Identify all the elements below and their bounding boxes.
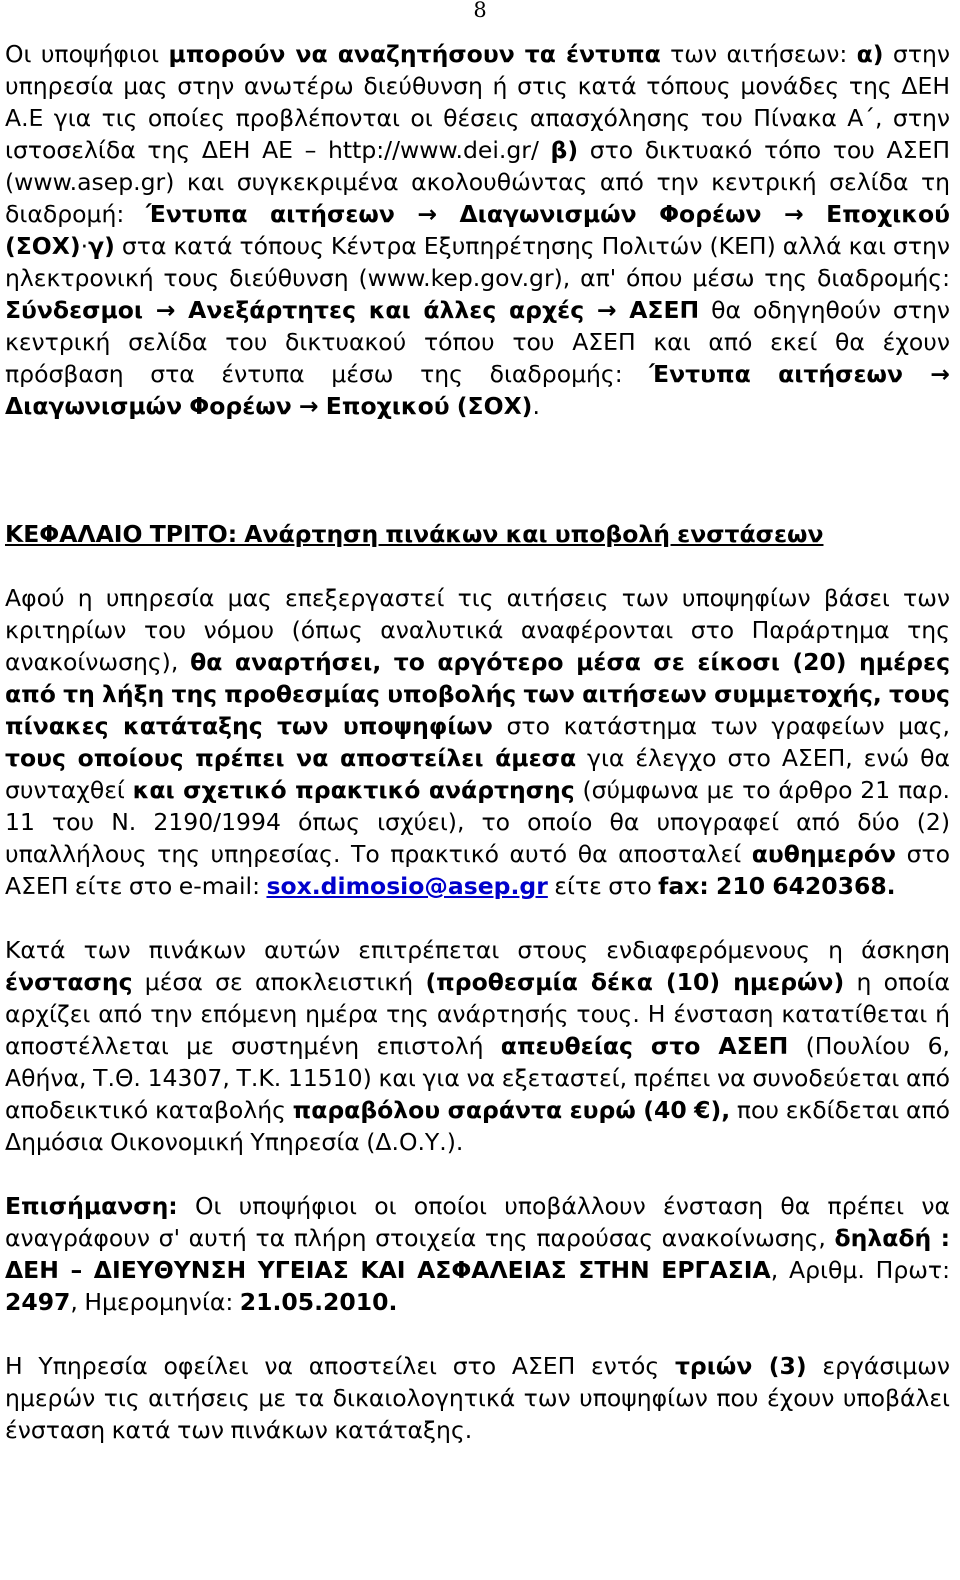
paragraph-objections <box>5 934 950 1158</box>
text-run: των αιτήσεων: <box>660 40 857 68</box>
bold-run: γ) <box>88 232 115 260</box>
bold-run: τους οποίους πρέπει να αποστείλει άμεσα <box>5 744 577 772</box>
text-run: θα οδηγηθούν στην κεντρική σελίδα του δικτυακού τόπου του ΑΣΕΠ και από εκεί θα έχουν πρόσβαση στα έντυπα μέσω της διαδρομής: <box>5 296 950 388</box>
chapter-heading: ΚΕΦΑΛΑΙΟ ΤΡΙΤΟ: Ανάρτηση πινάκων και υποβολή ενστάσεων <box>5 520 824 548</box>
text-run: στο κατάστημα των γραφείων μας, <box>492 712 950 740</box>
text-run: (Πουλίου 6, Αθήνα, Τ.Θ. 14307, Τ.Κ. 11510) και για να εξεταστεί, πρέπει να συνοδεύεται από αποδεικτικό καταβολής <box>5 1032 950 1124</box>
text-run: · <box>80 232 89 260</box>
bold-run: 2497 <box>5 1288 71 1316</box>
text-run: που εκδίδεται από Δημόσια Οικονομική Υπηρεσία (Δ.Ο.Υ.). <box>5 1096 950 1156</box>
bold-run: παραβόλου σαράντα ευρώ (40 €), <box>292 1096 731 1124</box>
paragraph-application-forms <box>5 38 950 422</box>
bold-run: Έντυπα αιτήσεων → Διαγωνισμών Φορέων → Εποχικού (ΣΟΧ) <box>5 360 950 420</box>
bold-run: θα αναρτήσει, το αργότερο μέσα σε είκοσι (20) ημέρες από τη λήξη της προθεσμίας υποβολής των αιτήσεων συμμετοχής, τους πίνακες κατάταξης των υποψηφίων <box>5 648 950 740</box>
document-body <box>5 38 950 1446</box>
bold-run: (προθεσμία δέκα (10) ημερών) <box>425 968 845 996</box>
bold-run: ένστασης <box>5 968 133 996</box>
bold-run: μπορούν να αναζητήσουν τα έντυπα <box>168 40 661 68</box>
text-run: για έλεγχο στο ΑΣΕΠ, ενώ θα συνταχθεί <box>5 744 950 804</box>
text-run: εργάσιμων ημερών τις αιτήσεις με τα δικαιολογητικά των υποψηφίων που έχουν υποβάλει ένσταση κατά των πινάκων κατάταξης. <box>5 1352 951 1444</box>
text-run: στο δικτυακό τόπο του ΑΣΕΠ (www.asep.gr) και συγκεκριμένα ακολουθώντας από την κεντρική σελίδα τη διαδρομή: <box>5 136 950 228</box>
text-run: (σύμφωνα με το άρθρο 21 παρ. 11 του Ν. 2190/1994 όπως ισχύει), το οποίο θα υπογραφεί από δύο (2) υπαλλήλους της υπηρεσίας. Το πρακτικό αυτό θα αποσταλεί <box>5 776 950 868</box>
bold-run: Έντυπα αιτήσεων → Διαγωνισμών Φορέων → Εποχικού (ΣΟΧ) <box>5 200 950 260</box>
text-run: η οποία αρχίζει από την επόμενη ημέρα της ανάρτησής τους. Η ένσταση κατατίθεται ή αποστέλλεται με συστημένη επιστολή <box>5 968 950 1060</box>
bold-run: fax: 210 6420368. <box>658 872 896 900</box>
text-run: μέσα σε αποκλειστική <box>132 968 426 996</box>
bold-run: Επισήμανση: <box>5 1192 178 1220</box>
text-run: Η Υπηρεσία οφείλει να αποστείλει στο ΑΣΕΠ εντός <box>5 1352 675 1380</box>
text-run: , Ημερομηνία: <box>70 1288 240 1316</box>
text-run: Αφού η υπηρεσία μας επεξεργαστεί τις αιτήσεις των υποψηφίων βάσει των κριτηρίων του νόμου (όπως αναλυτικά αναφέρονται στο Παράρτημα της ανακοίνωσης), <box>5 584 950 676</box>
bold-run: Σύνδεσμοι → Ανεξάρτητες και άλλες αρχές → ΑΣΕΠ <box>5 296 700 324</box>
text-run: στο ΑΣΕΠ είτε στο e-mail: <box>5 840 951 900</box>
bold-run: τριών (3) <box>674 1352 807 1380</box>
bold-run: 21.05.2010. <box>239 1288 398 1316</box>
text-run: είτε στο <box>547 872 659 900</box>
text-run: , Αριθμ. Πρωτ: <box>770 1256 950 1284</box>
email-link[interactable]: sox.dimosio@asep.gr <box>266 872 548 900</box>
bold-run: α) <box>856 40 884 68</box>
text-run: στα κατά τόπους Κέντρα Εξυπηρέτησης Πολιτών (ΚΕΠ) αλλά και στην ηλεκτρονική τους διεύθυνση (www.kep.gov.gr), απ' όπου μέσω της διαδρομής: <box>5 232 950 292</box>
page-number: 8 <box>473 0 487 22</box>
text-run: στην υπηρεσία μας στην ανωτέρω διεύθυνση ή στις κατά τόπους μονάδες της ΔΕΗ Α.Ε για τις οποίες προβλέπονται οι θέσεις απασχόλησης του Πίνακα Α΄, στην ιστοσελίδα της ΔΕΗ ΑΕ – http://www.dei.gr/ <box>5 40 950 164</box>
text-run: Κατά των πινάκων αυτών επιτρέπεται στους ενδιαφερόμενους η άσκηση <box>5 936 950 964</box>
bold-run: αυθημερόν <box>751 840 897 868</box>
paragraph-service-obligation <box>5 1350 950 1446</box>
paragraph-note <box>5 1190 950 1318</box>
text-run: Οι υποψήφιοι <box>5 40 169 68</box>
text-run: . <box>532 392 540 420</box>
bold-run: β) <box>550 136 579 164</box>
text-run: Οι υποψήφιοι οι οποίοι υποβάλλουν ένσταση θα πρέπει να αναγράφουν σ' αυτή τα πλήρη στοιχεία της παρούσας ανακοίνωσης, <box>5 1192 950 1252</box>
bold-run: και σχετικό πρακτικό ανάρτησης <box>132 776 575 804</box>
bold-run: δηλαδή : ΔΕΗ – ΔΙΕΥΘΥΝΣΗ ΥΓΕΙΑΣ ΚΑΙ ΑΣΦΑΛΕΙΑΣ ΣΤΗΝ ΕΡΓΑΣΙΑ <box>5 1224 950 1284</box>
paragraph-posting-tables <box>5 582 950 902</box>
bold-run: απευθείας στο ΑΣΕΠ <box>500 1032 789 1060</box>
